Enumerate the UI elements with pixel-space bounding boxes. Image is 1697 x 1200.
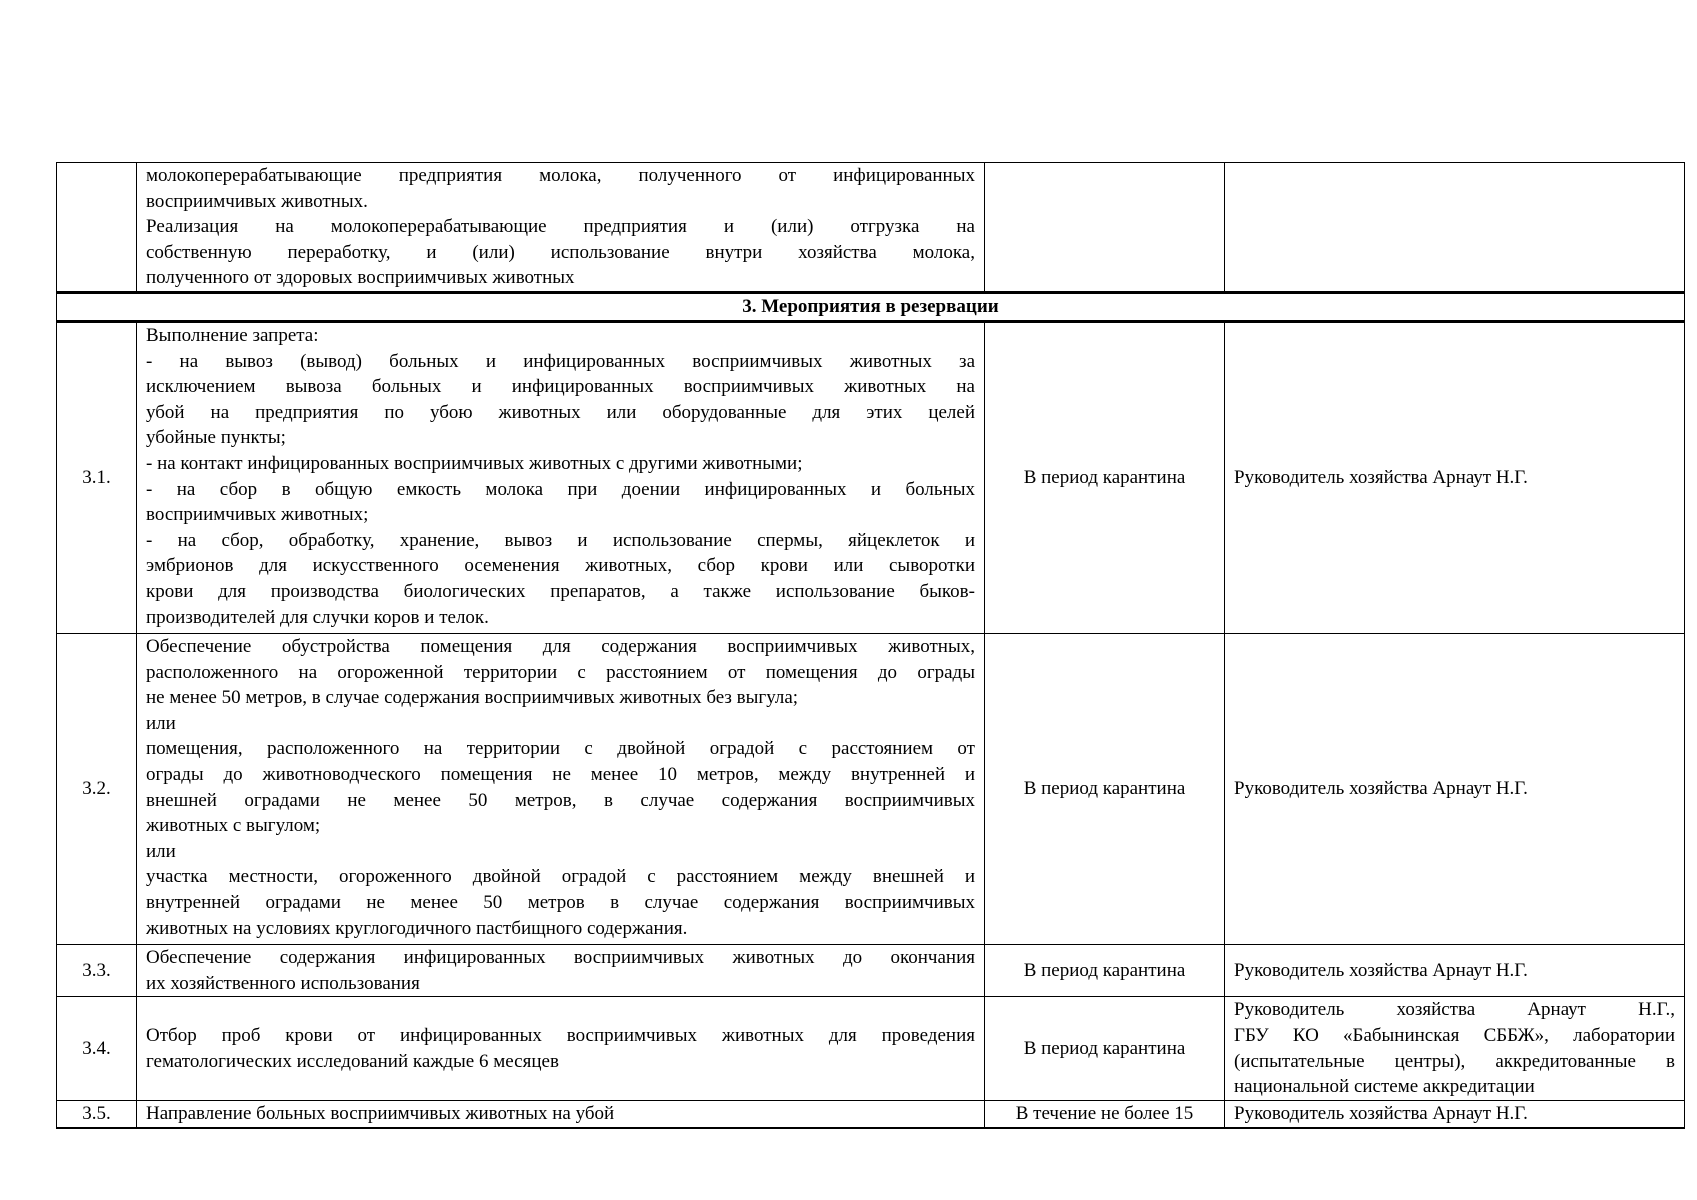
description-line: Отбор проб крови от инфицированных восприимчивых животных для проведения	[146, 1025, 975, 1047]
description-line: восприимчивых животных;	[146, 504, 369, 526]
description-line: гематологических исследований каждые 6 месяцев	[146, 1050, 559, 1072]
row-number: 3.2.	[57, 633, 137, 944]
row-responsible-cell	[1225, 997, 1685, 1101]
table-row	[57, 944, 1685, 996]
row-term: В период карантина	[985, 944, 1225, 996]
responsible-line: национальной системе аккредитации	[1234, 1076, 1535, 1098]
description-line: ограды до животноводческого помещения не менее 10 метров, между внутренней и	[146, 763, 975, 785]
description-line: Обеспечение содержания инфицированных восприимчивых животных до окончания	[146, 946, 975, 968]
description-line: или	[146, 840, 176, 862]
row-term: В период карантина	[985, 633, 1225, 944]
description-line: полученного от здоровых восприимчивых животных	[146, 267, 575, 289]
description-line: или	[146, 712, 176, 734]
description-line: убой на предприятия по убою животных или оборудованные для этих целей	[146, 401, 975, 423]
description-line: внутренней оградами не менее 50 метров в случае содержания восприимчивых	[146, 891, 975, 913]
row-term-cell	[985, 163, 1225, 293]
row-term: В период карантина	[985, 997, 1225, 1101]
description-line: крови для производства биологических препаратов, а также использование быков-	[146, 580, 975, 602]
row-description-cell	[137, 633, 985, 944]
section-title: 3. Мероприятия в резервации	[57, 292, 1685, 321]
description-line: не менее 50 метров, в случае содержания восприимчивых животных без выгула;	[146, 687, 799, 709]
row-number: 3.3.	[57, 944, 137, 996]
row-number: 3.5.	[57, 1101, 137, 1128]
description-line: - на контакт инфицированных восприимчивых животных с другими животными;	[146, 452, 803, 474]
description-line: участка местности, огороженного двойной оградой с расстоянием между внешней и	[146, 866, 975, 888]
description-line: убойные пункты;	[146, 427, 286, 449]
description-line: внешней оградами не менее 50 метров, в случае содержания восприимчивых	[146, 789, 975, 811]
row-responsible: Руководитель хозяйства Арнаут Н.Г.	[1225, 944, 1685, 996]
description-line: молокоперерабатывающие предприятия молока, полученного от инфицированных	[146, 165, 975, 186]
table-row	[57, 997, 1685, 1101]
row-term: В период карантина	[985, 321, 1225, 633]
description-line: Обеспечение обустройства помещения для содержания восприимчивых животных,	[146, 635, 975, 657]
description-line: производителей для случки коров и телок.	[146, 606, 489, 628]
description-line: животных на условиях круглогодичного пастбищного содержания.	[146, 917, 688, 939]
row-description-cell	[137, 321, 985, 633]
row-number-cell	[57, 163, 137, 293]
row-description-cell	[137, 997, 985, 1101]
description-line: расположенного на огороженной территории с расстоянием от помещения до ограды	[146, 661, 975, 683]
responsible-line: (испытательные центры), аккредитованные в	[1234, 1050, 1675, 1072]
description-line: животных с выгулом;	[146, 815, 321, 837]
row-description-cell	[137, 944, 985, 996]
row-responsible: Руководитель хозяйства Арнаут Н.Г.	[1225, 321, 1685, 633]
row-description: Направление больных восприимчивых животных на убой	[137, 1101, 985, 1128]
row-number: 3.1.	[57, 321, 137, 633]
description-line: эмбрионов для искусственного осеменения животных, сбор крови или сыворотки	[146, 555, 975, 577]
description-line: - на вывоз (вывод) больных и инфицированных восприимчивых животных за	[146, 350, 975, 372]
description-line: - на сбор в общую емкость молока при доении инфицированных и больных	[146, 478, 975, 500]
description-line: собственную переработку, и (или) использование внутри хозяйства молока,	[146, 241, 975, 263]
table-row	[57, 633, 1685, 944]
row-responsible: Руководитель хозяйства Арнаут Н.Г.	[1225, 1101, 1685, 1128]
table-row	[57, 321, 1685, 633]
description-line: - на сбор, обработку, хранение, вывоз и использование спермы, яйцеклеток и	[146, 529, 975, 551]
row-number: 3.4.	[57, 997, 137, 1101]
table-row	[57, 1101, 1685, 1128]
description-line: восприимчивых животных.	[146, 190, 368, 212]
responsible-line: Руководитель хозяйства Арнаут Н.Г.,	[1234, 999, 1675, 1021]
row-term: В течение не более 15	[985, 1101, 1225, 1128]
table-row-continued	[57, 163, 1685, 293]
measures-table	[56, 162, 1685, 1129]
row-description-cell	[137, 163, 985, 293]
description-line: их хозяйственного использования	[146, 972, 420, 994]
row-responsible-cell	[1225, 163, 1685, 293]
row-responsible: Руководитель хозяйства Арнаут Н.Г.	[1225, 633, 1685, 944]
description-line: исключением вывоза больных и инфицированных восприимчивых животных на	[146, 376, 975, 398]
description-line: Выполнение запрета:	[146, 324, 319, 346]
responsible-line: ГБУ КО «Бабынинская СББЖ», лаборатории	[1234, 1025, 1675, 1047]
section-header-row	[57, 292, 1685, 321]
description-line: помещения, расположенного на территории с двойной оградой с расстоянием от	[146, 738, 975, 760]
description-line: Реализация на молокоперерабатывающие предприятия и (или) отгрузка на	[146, 216, 975, 238]
